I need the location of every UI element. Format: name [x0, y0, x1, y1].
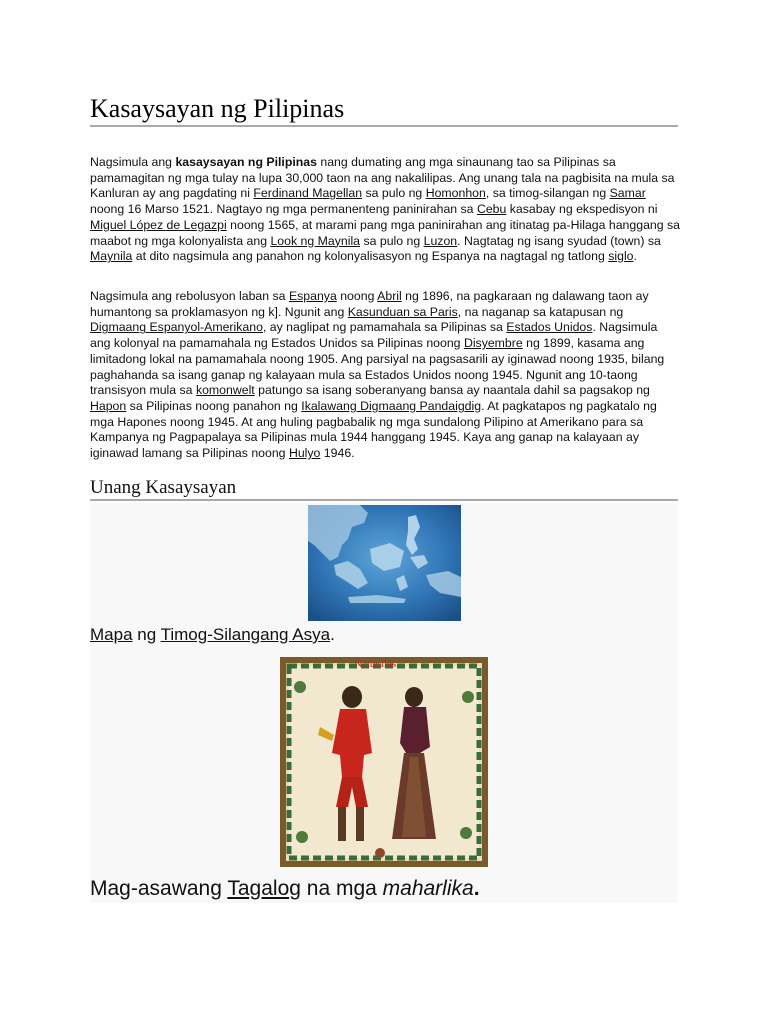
link-siglo[interactable]: siglo — [608, 249, 634, 264]
text: ng — [132, 625, 161, 644]
text: Nagsimula ang — [90, 155, 176, 169]
text: sa Pilipinas noong panahon ng — [126, 398, 302, 413]
text: , na naganap sa katapusan ng — [457, 304, 624, 319]
link-hulyo[interactable]: Hulyo — [288, 446, 321, 461]
text: na mga — [300, 877, 383, 900]
link-legazpi[interactable]: Miguel López de Legazpi — [90, 217, 227, 232]
text: , ay naglipat ng pamamahala sa Pilipinas sa — [262, 320, 507, 335]
text: noong 1565, at marami pang mga paninirahan ang itinatag pa-Hilaga hanggang sa maabot ng mga kolonyalista ang — [90, 217, 680, 248]
tagalog-couple-painting-image[interactable] — [280, 657, 488, 867]
southeast-asia-map-image[interactable] — [308, 505, 461, 621]
link-ikalawang-digmaang-pandaigdig[interactable]: Ikalawang Digmaang Pandaigdig — [301, 398, 482, 413]
title-divider — [90, 125, 678, 127]
map-caption — [90, 623, 335, 647]
link-espanya[interactable]: Espanya — [288, 289, 337, 303]
painting-inscription: Naturales — [354, 658, 397, 670]
intro-paragraph — [90, 155, 680, 265]
text: kasabay ng ekspedisyon ni — [506, 202, 658, 217]
bold-term: kasaysayan ng Pilipinas — [175, 155, 317, 169]
link-look-ng-maynila[interactable]: Look ng Maynila — [270, 233, 361, 248]
text: at dito nagsimula ang panahon ng kolonyalisasyon ng Espanya na nagtagal ng tatlong — [132, 249, 609, 264]
text: patungo sa isang soberanyang bansa ay naantala dahil sa pagsakop ng — [254, 383, 650, 398]
link-kasunduan-sa-paris[interactable]: Kasunduan sa Paris — [347, 304, 458, 319]
painting-caption — [90, 875, 480, 903]
text: . Nagtatag ng isang syudad (town) sa — [457, 233, 661, 248]
link-homonhon[interactable]: Homonhon — [425, 186, 486, 201]
link-timog-silangang-asya[interactable]: Timog-Silangang Asya — [160, 625, 331, 644]
text: Mag-asawang — [90, 877, 228, 900]
text: noong — [336, 289, 378, 303]
text: . — [330, 625, 335, 644]
section-heading: Unang Kasaysayan — [90, 477, 237, 498]
link-estados-unidos[interactable]: Estados Unidos — [506, 320, 593, 335]
link-tagalog[interactable]: Tagalog — [227, 877, 301, 900]
link-mapa[interactable]: Mapa — [90, 625, 133, 644]
link-maynila[interactable]: Maynila — [90, 249, 133, 264]
text: noong 16 Marso 1521. Nagtayo ng mga permanenteng paninirahan sa — [90, 202, 477, 217]
text: . — [473, 877, 480, 900]
link-cebu[interactable]: Cebu — [476, 202, 507, 217]
link-samar[interactable]: Samar — [609, 186, 646, 201]
section-divider — [90, 499, 678, 501]
text: 1946. — [320, 446, 355, 461]
text: , sa timog-silangan ng — [485, 186, 610, 201]
link-komonwelt[interactable]: komonwelt — [195, 383, 255, 398]
link-luzon[interactable]: Luzon — [423, 233, 458, 248]
text: nang dumating ang mga sinaunang tao sa Pilipinas sa pamamagitan ng mga tulay na lupa 30,000 taon na ang nakalilipas. Ang unang tala na pagbisita na mula sa Kanluran ay ang pagdating ni — [90, 155, 675, 201]
text: . Nagsimula ang kolonyal na pamamahala ng Estados Unidos sa Pilipinas noong — [90, 320, 658, 351]
page-title: Kasaysayan ng Pilipinas — [90, 94, 345, 123]
link-disyembre[interactable]: Disyembre — [463, 336, 523, 351]
link-abril[interactable]: Abril — [377, 289, 402, 303]
revolution-paragraph — [90, 289, 680, 462]
image-gallery — [90, 503, 678, 903]
text: sa pulo ng — [360, 233, 424, 248]
text: . At pagkatapos ng pagkatalo ng mga Hapones noong 1945. At ang huling pagbabalik ng mga sundalong Pilipino at Amerikano para sa Kampanya ng Pagpapalaya sa Pilipinas mula 1944 hanggang 1945. Kaya ang ganap na kalayaan ay iginawad lamang sa Pilipinas noong — [90, 398, 657, 461]
text: ng 1899, kasama ang limitadong lokal na pamamahala noong 1905. Ang parsiyal na pagsasarili ay iginawad noong 1935, bilang paghahanda sa isang ganap ng kalayaan mula sa Estados Unidos noong 1945. Ngunit ang 10-taong transisyon mula sa — [90, 336, 665, 398]
link-hapon[interactable]: Hapon — [90, 398, 127, 413]
text: Nagsimula ang rebolusyon laban sa — [90, 289, 289, 303]
italic-term: maharlika — [382, 877, 474, 900]
text: ng 1896, na pagkaraan ng dalawang taon ay humantong sa proklamasyon ng k]. Ngunit ang — [90, 289, 649, 319]
text: . — [633, 249, 637, 264]
text: sa pulo ng — [362, 186, 426, 201]
link-ferdinand-magellan[interactable]: Ferdinand Magellan — [253, 186, 363, 201]
link-digmaang-espanyol-amerikano[interactable]: Digmaang Espanyol-Amerikano — [90, 320, 263, 335]
